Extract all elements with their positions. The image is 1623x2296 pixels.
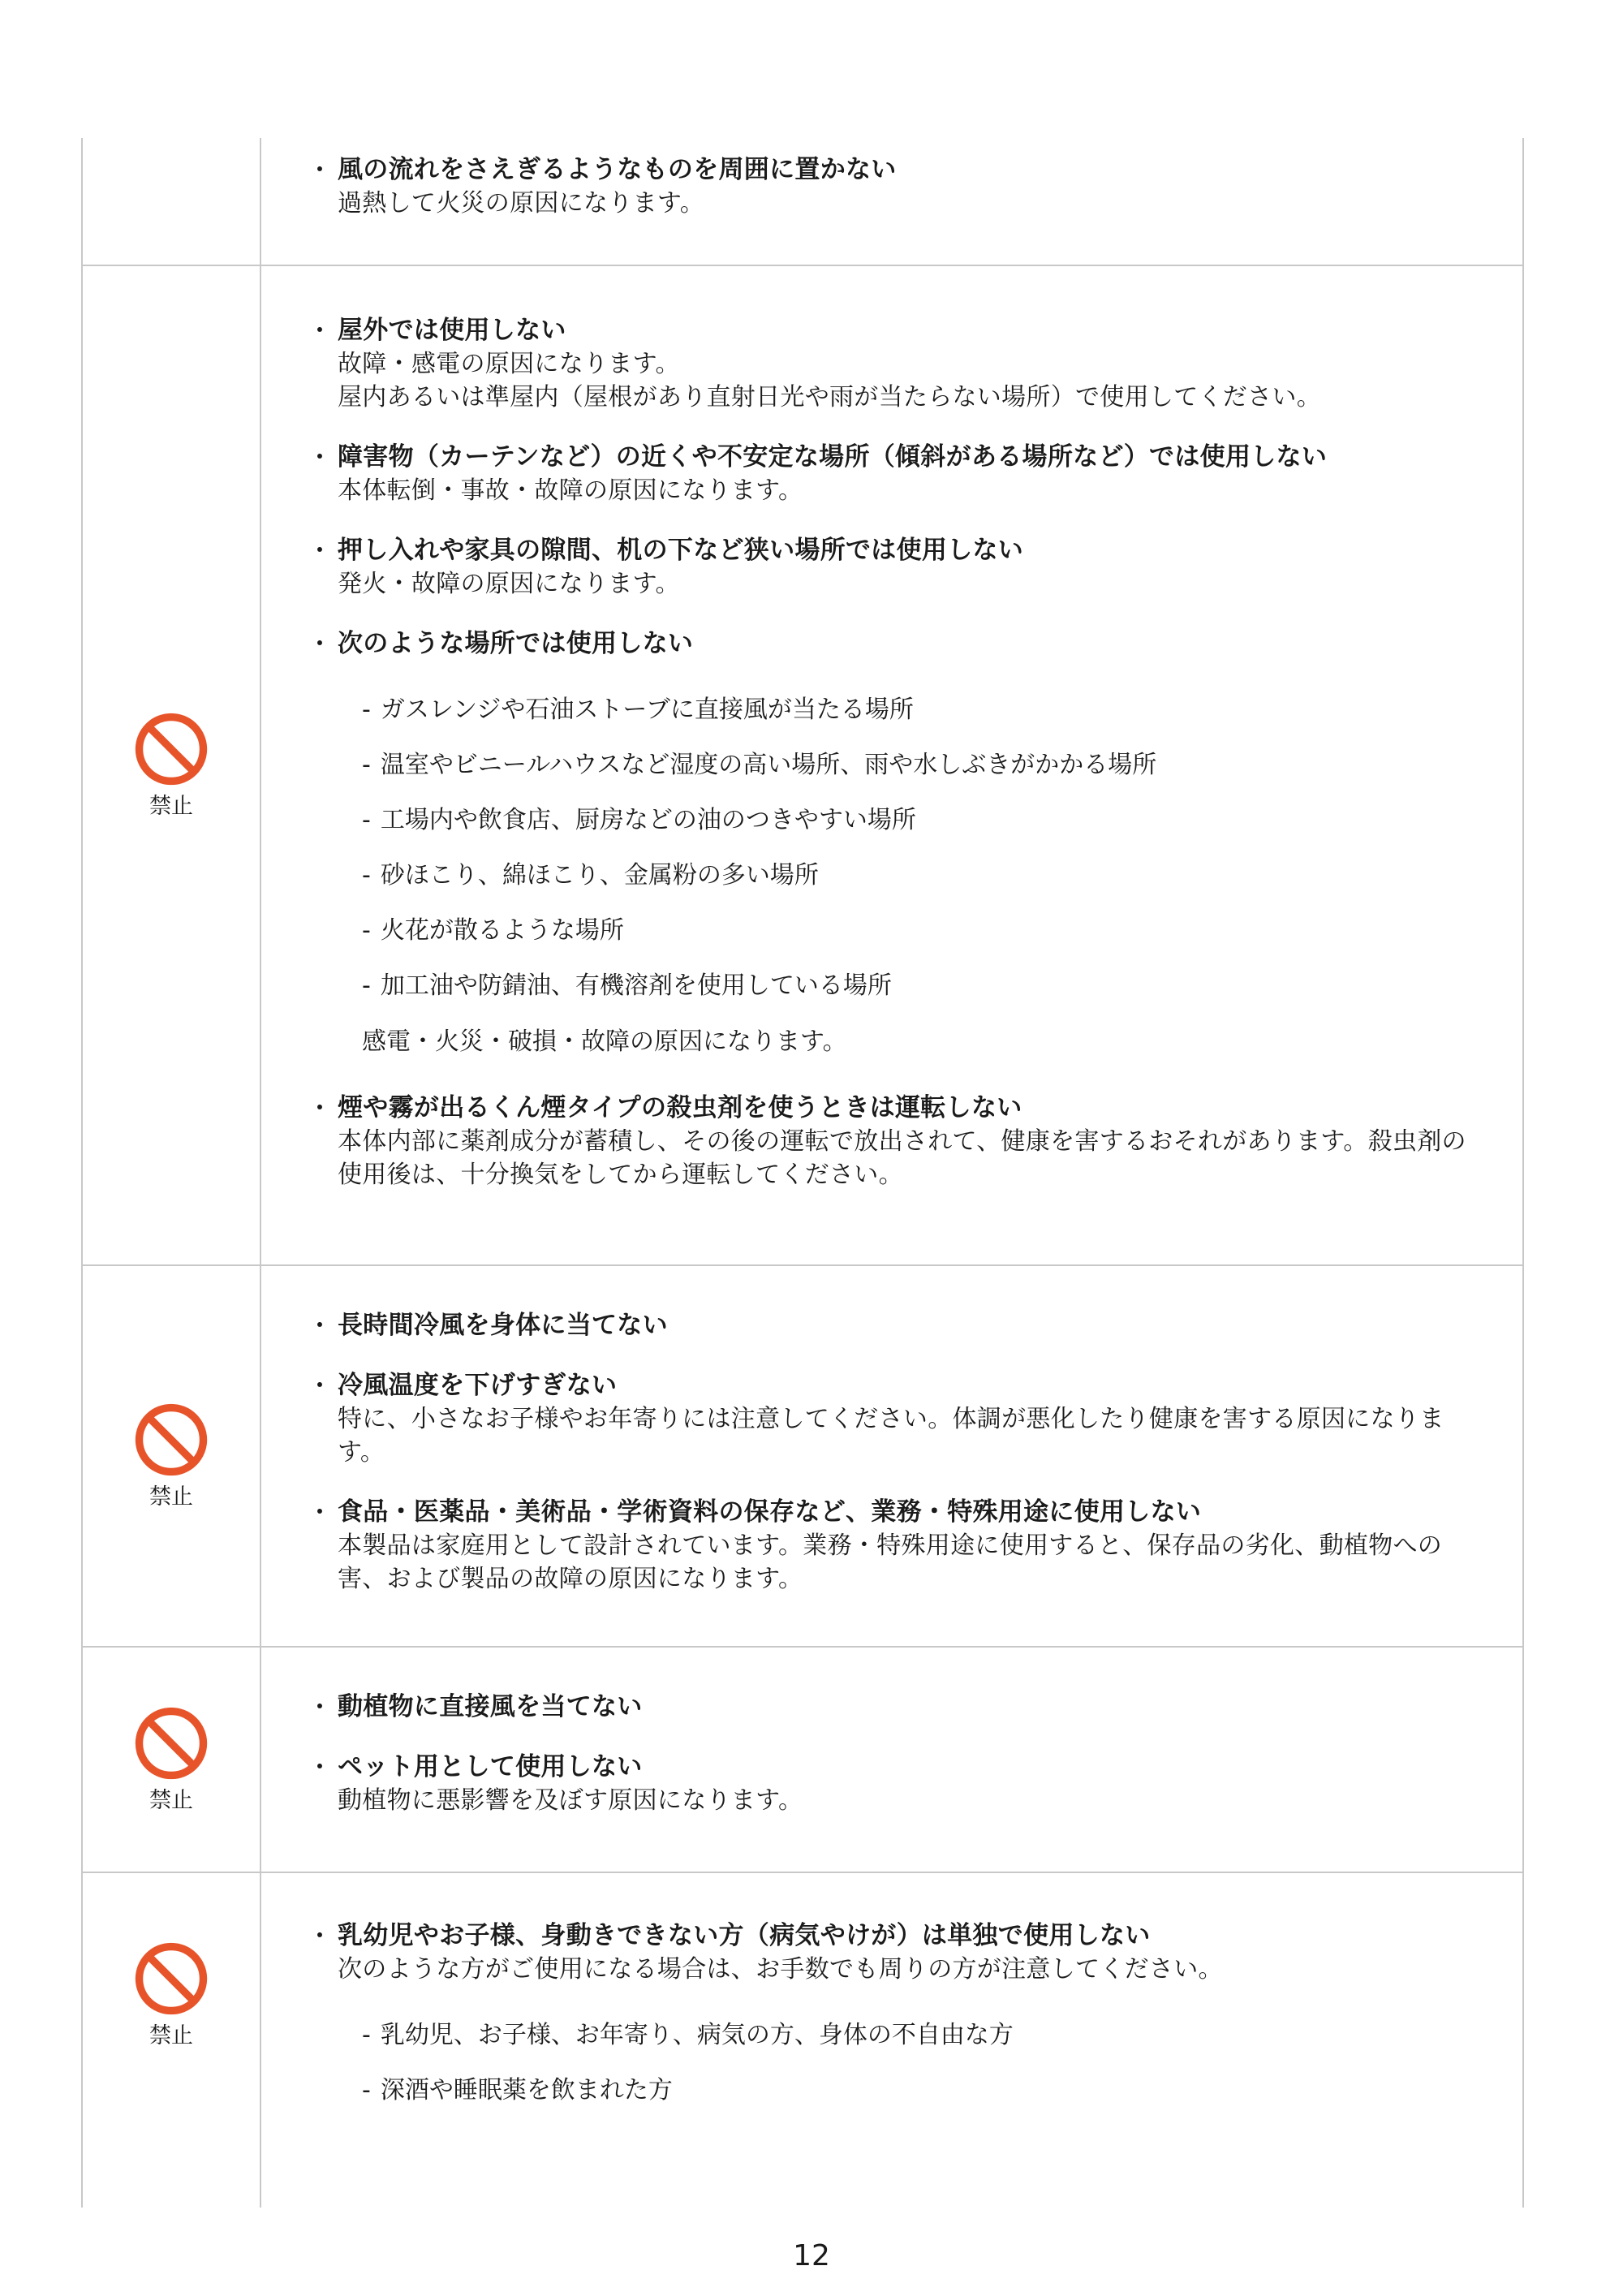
icon-label: 禁止 [149, 794, 193, 819]
item-body: 発火・故障の原因になります。 [338, 570, 680, 598]
row-content [302, 1308, 1490, 1622]
list-item [302, 313, 1490, 414]
prohibition-icon [133, 1402, 209, 1478]
list-item [302, 1690, 1490, 1724]
item-body: 本体内部に薬剤成分が蓄積し、その後の運転で放出されて、健康を害するおそれがあります。殺虫剤の使用後は、十分換気をしてから運転してください。 [338, 1127, 1466, 1189]
sub-list-item: - 砂ほこり、綿ほこり、金属粉の多い場所 [362, 861, 819, 890]
icon-label: 禁止 [149, 1484, 193, 1510]
item-body: 屋内あるいは準屋内（屋根があり直射日光や雨が当たらない場所）で使用してください。 [338, 383, 1321, 411]
sub-list-item: - 深酒や睡眠薬を飲まれた方 [362, 2076, 673, 2104]
bullet: ・ [307, 1497, 334, 1527]
item-title: 煙や霧が出るくん煙タイプの殺虫剤を使うときは運転しない [338, 1093, 1022, 1122]
item-title: 乳幼児やお子様、身動きできない方（病気やけが）は単独で使用しない [338, 1921, 1151, 1950]
icon-cell [83, 1873, 260, 2117]
prohibition-icon [133, 1941, 209, 2017]
sub-note: 感電・火災・破損・故障の原因になります。 [362, 1027, 847, 1056]
table-row [83, 1266, 1522, 1648]
prohibition-icon [133, 1705, 209, 1781]
safety-table [81, 138, 1524, 2208]
item-body: 故障・感電の原因になります。 [338, 350, 680, 378]
table-row [83, 1648, 1522, 1873]
table-row [83, 266, 1522, 1266]
item-title: 動植物に直接風を当てない [338, 1692, 643, 1721]
icon-label: 禁止 [149, 1788, 193, 1813]
bullet: ・ [307, 442, 334, 472]
item-title: 次のような場所では使用しない [338, 629, 694, 658]
item-body: 動植物に悪影響を及ぼす原因になります。 [338, 1786, 803, 1815]
item-title: 屋外では使用しない [338, 316, 566, 345]
list-item [302, 153, 1490, 220]
icon-cell [83, 1648, 260, 1872]
list-item [302, 1368, 1490, 1469]
row-content [302, 1690, 1490, 1843]
icon-cell [83, 266, 260, 1264]
item-title: 障害物（カーテンなど）の近くや不安定な場所（傾斜がある場所など）では使用しない [338, 442, 1328, 472]
item-title: 長時間冷風を身体に当てない [338, 1311, 668, 1340]
row-content [302, 1919, 1490, 2133]
list-item [302, 1919, 1490, 2107]
item-title: 冷風温度を下げすぎない [338, 1371, 618, 1400]
sub-list [338, 693, 1490, 1002]
sub-list [338, 2018, 1490, 2107]
sub-list-item: - ガスレンジや石油ストーブに直接風が当たる場所 [362, 696, 914, 724]
list-item [302, 1091, 1490, 1191]
sub-list-item: - 温室やビニールハウスなど湿度の高い場所、雨や水しぶきがかかる場所 [362, 751, 1157, 779]
item-title: 風の流れをさえぎるようなものを周囲に置かない [338, 155, 897, 184]
bullet: ・ [307, 535, 334, 566]
bullet: ・ [307, 1920, 334, 1951]
list-item [302, 1750, 1490, 1817]
prohibition-icon [133, 711, 209, 787]
bullet: ・ [307, 315, 334, 346]
bullet: ・ [307, 1751, 334, 1782]
table-row [83, 1873, 1522, 2208]
bullet: ・ [307, 1092, 334, 1123]
list-item [302, 1308, 1490, 1342]
row-content [302, 313, 1490, 1217]
bullet: ・ [307, 1370, 334, 1401]
item-body: 本製品は家庭用として設計されています。業務・特殊用途に使用すると、保存品の劣化、動植物への害、および製品の故障の原因になります。 [338, 1531, 1443, 1593]
sub-list-item: - 乳幼児、お子様、お年寄り、病気の方、身体の不自由な方 [362, 2021, 1014, 2049]
item-body: 過熱して火災の原因になります。 [338, 189, 705, 218]
icon-label: 禁止 [149, 2023, 193, 2048]
sub-list-item: - 工場内や飲食店、厨房などの油のつきやすい場所 [362, 806, 916, 834]
page-number: 12 [793, 2239, 830, 2272]
item-body: 次のような方がご使用になる場合は、お手数でも周りの方が注意してください。 [338, 1955, 1223, 1984]
item-title: 押し入れや家具の隙間、机の下など狭い場所では使用しない [338, 536, 1024, 565]
sub-list-item: - 加工油や防錆油、有機溶剤を使用している場所 [362, 971, 892, 1000]
item-title: ペット用として使用しない [338, 1752, 643, 1781]
bullet: ・ [307, 1310, 334, 1341]
bullet: ・ [307, 1691, 334, 1722]
item-body: 特に、小さなお子様やお年寄りには注意してください。体調が悪化したり健康を害する原因になります。 [338, 1405, 1444, 1467]
table-row [83, 138, 1522, 266]
item-body: 本体転倒・事故・故障の原因になります。 [338, 476, 803, 505]
row-content [302, 153, 1490, 246]
bullet: ・ [307, 154, 334, 185]
icon-cell [83, 1266, 260, 1646]
sub-list-item: - 火花が散るような場所 [362, 916, 624, 945]
list-item [302, 440, 1490, 507]
bullet: ・ [307, 628, 334, 659]
list-item [302, 533, 1490, 601]
item-title: 食品・医薬品・美術品・学術資料の保存など、業務・特殊用途に使用しない [338, 1497, 1202, 1527]
list-item [302, 1495, 1490, 1596]
list-item [302, 627, 1490, 1058]
